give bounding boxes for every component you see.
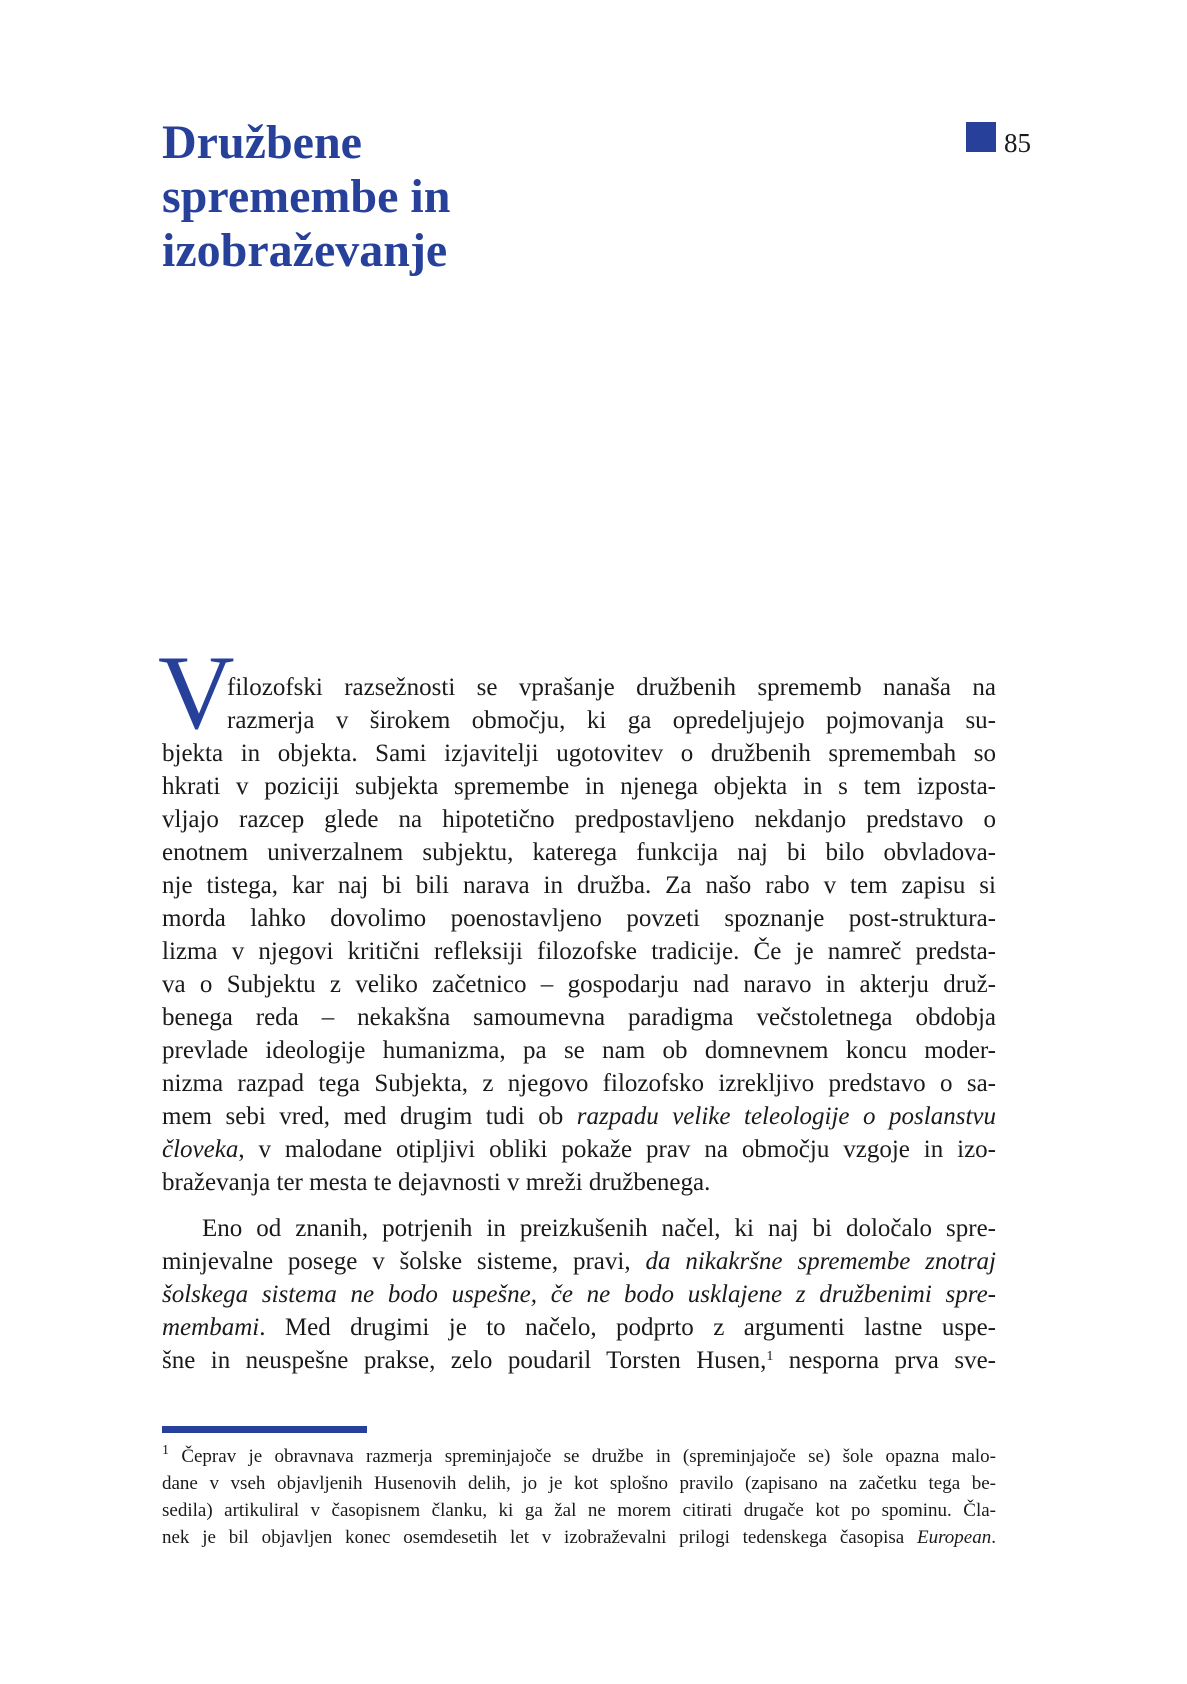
footnote-line: dane v vseh objavljenih Husenovih delih, jo je kot splošno pravilo (zapisano na začetku tega be- <box>162 1473 996 1494</box>
italic-phrase: da nikakršne spremembe znotraj <box>645 1248 996 1275</box>
chapter-title-line: izobraževanje <box>162 224 448 277</box>
footnote-marker: 1 <box>162 1443 169 1458</box>
footnote-line <box>162 1524 996 1551</box>
page-number: 85 <box>1004 128 1031 158</box>
body-line: hkrati v poziciji subjekta spremembe in njenega objekta in s tem izposta- <box>162 773 996 800</box>
italic-phrase: človeka <box>162 1136 239 1163</box>
footnote-line: sedila) artikuliral v časopisnem članku, ki ga žal ne morem citirati drugače kot po spominu. Čla- <box>162 1500 996 1521</box>
body-line <box>162 1344 996 1377</box>
italic-phrase: European <box>917 1527 992 1548</box>
footnote-text-run: . <box>991 1527 996 1548</box>
body-line: prevlade ideologije humanizma, pa se nam ob domnevnem koncu moder- <box>162 1037 996 1064</box>
body-line: enotnem univerzalnem subjektu, katerega funkcija naj bi bilo obvladova- <box>162 839 996 866</box>
body-line: lizma v njegovi kritični refleksiji filozofske tradicije. Če je namreč predsta- <box>162 938 996 965</box>
body-line: razmerja v širokem območju, ki ga opredeljujejo pojmovanja su- <box>227 707 996 734</box>
italic-phrase: šolskega sistema ne bodo uspešne, če ne bodo usklajene z družbenimi spre- <box>162 1281 996 1308</box>
drop-cap: V <box>158 634 235 751</box>
body-text-run: . Med drugimi je to načelo, podprto z argumenti lastne uspe- <box>259 1314 996 1341</box>
body-line: bjekta in objekta. Sami izjavitelji ugotovitev o družbenih spremembah so <box>162 740 996 767</box>
body-line: Eno od znanih, potrjenih in preizkušenih načel, ki naj bi določalo spre- <box>202 1215 996 1242</box>
body-line: va o Subjektu z veliko začetnico – gospodarju nad naravo in akterju druž- <box>162 971 996 998</box>
footnote-text-run: nek je bil objavljen konec osemdesetih let v izobraževalni prilogi tedenskega časopisa <box>162 1527 905 1548</box>
chapter-title-line: spremembe in <box>162 170 451 223</box>
italic-phrase: membami <box>162 1314 260 1341</box>
body-line: braževanja ter mesta te dejavnosti v mreži družbenega. <box>162 1169 711 1196</box>
body-line <box>162 1100 996 1133</box>
body-line <box>162 1278 996 1311</box>
body-line: benega reda – nekakšna samoumevna paradigma večstoletnega obdobja <box>162 1004 996 1031</box>
chapter-title <box>162 116 450 278</box>
body-text-run: šne in neuspešne prakse, zelo poudaril Torsten Husen, <box>162 1347 767 1374</box>
chapter-title-line: Družbene <box>162 116 362 169</box>
page-marker-square-icon <box>966 122 996 152</box>
footnote-rule <box>162 1426 367 1433</box>
paragraph-gap <box>162 1199 996 1212</box>
body-line: nje tistega, kar naj bi bili narava in družba. Za našo rabo v tem zapisu si <box>162 872 996 899</box>
body-line: nizma razpad tega Subjekta, z njegovo filozofsko izrekljivo predstavo o sa- <box>162 1070 996 1097</box>
body-text-run: mem sebi vred, med drugim tudi ob <box>162 1103 564 1130</box>
body-line: morda lahko dovolimo poenostavljeno povzeti spoznanje post-struktura- <box>162 905 996 932</box>
footnote <box>162 1443 996 1551</box>
body-line: filozofski razsežnosti se vprašanje družbenih sprememb nanaša na <box>227 674 996 701</box>
body-line: vljajo razcep glede na hipotetično predpostavljeno nekdanjo predstavo o <box>162 806 996 833</box>
body-text-run: minjevalne posege v šolske sisteme, pravi, <box>162 1248 631 1275</box>
body-line <box>162 1311 996 1344</box>
body-line <box>162 1133 996 1166</box>
body-text-run: , v malodane otipljivi obliki pokaže prav na območju vzgoje in izo- <box>238 1136 996 1163</box>
footnote-text-run: Čeprav je obravnava razmerja spreminjajoče se družbe in (spreminjajoče se) šole opazna malo- <box>169 1446 996 1467</box>
body-text-run: nesporna prva sve- <box>773 1347 996 1374</box>
body-line <box>162 1245 996 1278</box>
footnote-line <box>162 1443 996 1470</box>
body-text <box>162 671 996 1377</box>
italic-phrase: razpadu velike teleologije o poslanstvu <box>576 1103 997 1130</box>
footnote-reference[interactable]: 1 <box>766 1349 774 1364</box>
